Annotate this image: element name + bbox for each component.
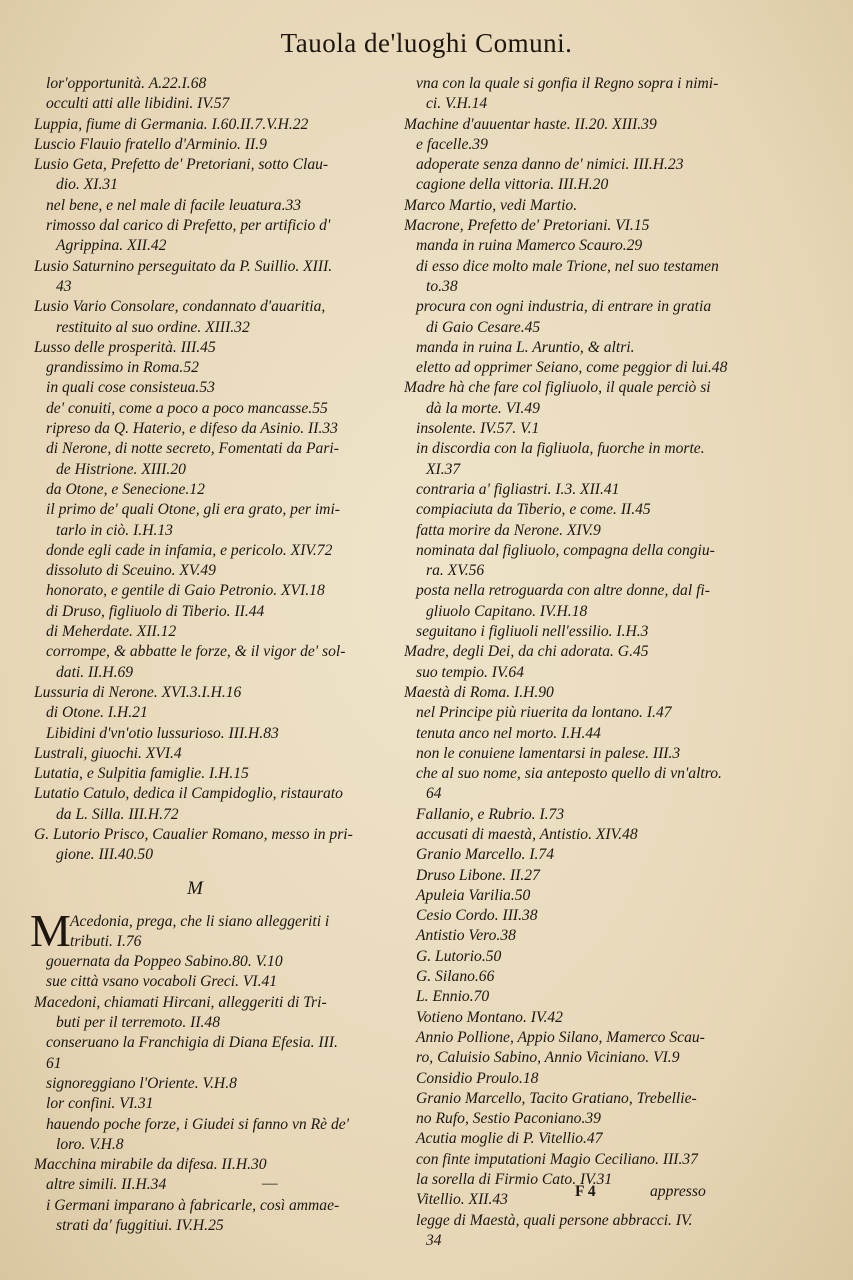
index-entry: la sorella di Firmio Cato. IV.31 xyxy=(416,1171,613,1189)
index-entry: ripreso da Q. Haterio, e difeso da Asinio. II.33 xyxy=(46,420,338,438)
index-entry: Cesio Cordo. III.38 xyxy=(416,907,538,925)
index-entry: 64 xyxy=(426,785,442,803)
index-entry: manda in ruina L. Aruntio, & altri. xyxy=(416,338,635,356)
index-entry: Considio Proulo.18 xyxy=(416,1069,539,1087)
index-entry: G. Silano.66 xyxy=(416,968,495,986)
index-entry: in quali cose consisteua.53 xyxy=(46,379,215,397)
index-entry: Fallanio, e Rubrio. I.73 xyxy=(416,805,565,823)
index-entry: no Rufo, Sestio Paconiano.39 xyxy=(416,1110,601,1128)
page-title: Tauola de'luoghi Comuni. xyxy=(280,28,573,58)
index-entry: Annio Pollione, Appio Silano, Mamerco Scau- xyxy=(416,1028,705,1046)
index-entry: che al suo nome, sia anteposto quello di vn'altro. xyxy=(416,765,722,783)
index-entry: 61 xyxy=(46,1054,62,1072)
index-entry: lor confini. VI.31 xyxy=(46,1095,154,1113)
index-entry: tributi. I.76 xyxy=(70,932,142,950)
index-entry: insolente. IV.57. V.1 xyxy=(416,420,540,438)
index-entry: corrompe, & abbatte le forze, & il vigor de' sol- xyxy=(46,643,346,661)
index-entry: Lusio Vario Consolare, condannato d'auaritia, xyxy=(34,298,326,316)
index-entry: compiaciuta da Tiberio, e come. II.45 xyxy=(416,501,651,519)
index-entry: accusati di maestà, Antistio. XIV.48 xyxy=(416,825,638,843)
index-entry: di Meherdate. XII.12 xyxy=(46,623,177,641)
dropcap-entry xyxy=(30,904,396,956)
index-entry: L. Ennio.70 xyxy=(416,988,490,1006)
index-entry: signoreggiano l'Oriente. V.H.8 xyxy=(46,1074,237,1092)
index-entry: posta nella retroguarda con altre donne, dal fi- xyxy=(416,582,710,600)
index-entry: vna con la quale si gonfia il Regno sopra i nimi- xyxy=(416,75,719,92)
index-entry: il primo de' quali Otone, gli era grato, per imi- xyxy=(46,501,340,519)
index-entry: Machine d'auuentar haste. II.20. XIII.39 xyxy=(404,115,657,133)
left-column xyxy=(30,74,396,1236)
index-entry: dati. II.H.69 xyxy=(56,663,134,681)
index-entry: cagione della vittoria. III.H.20 xyxy=(416,176,609,194)
index-entry: contraria a' figliastri. I.3. XII.41 xyxy=(416,480,620,498)
index-entry: eletto ad opprimer Seiano, come peggior di lui.48 xyxy=(416,359,728,377)
index-entry: gouernata da Poppeo Sabino.80. V.10 xyxy=(46,953,283,971)
index-entry: gione. III.40.50 xyxy=(56,846,154,864)
index-entry: grandissimo in Roma.52 xyxy=(46,359,199,377)
index-entry: Apuleia Varilia.50 xyxy=(416,886,531,904)
index-entry: Libidini d'vn'otio lussurioso. III.H.83 xyxy=(46,724,279,742)
index-entry: Luppia, fiume di Germania. I.60.II.7.V.H.22 xyxy=(34,115,309,133)
index-entry: Madre hà che fare col figliuolo, il quale perciò si xyxy=(404,379,711,397)
index-entry: ra. XV.56 xyxy=(426,562,485,580)
index-entry: Lutatio Catulo, dedica il Campidoglio, ristaurato xyxy=(34,785,343,803)
index-entry: di Otone. I.H.21 xyxy=(46,704,148,722)
index-entry: fatta morire da Nerone. XIV.9 xyxy=(416,521,601,539)
index-entry: Votieno Montano. IV.42 xyxy=(416,1008,563,1026)
index-entry: seguitano i figliuoli nell'essilio. I.H.3 xyxy=(416,623,649,641)
index-entry: procura con ogni industria, di entrare in gratia xyxy=(416,298,712,316)
index-entry: suo tempio. IV.64 xyxy=(416,663,524,681)
index-entry: Luscio Flauio fratello d'Arminio. II.9 xyxy=(34,135,267,153)
index-entry: manda in ruina Mamerco Scauro.29 xyxy=(416,237,643,255)
index-entry: Maestà di Roma. I.H.90 xyxy=(404,683,554,701)
index-entry: Lutatia, e Sulpitia famiglie. I.H.15 xyxy=(34,765,249,783)
index-entry: di Nerone, di notte secreto, Fomentati da Pari- xyxy=(46,440,339,458)
index-entry: buti per il terremoto. II.48 xyxy=(56,1014,221,1032)
index-entry: Marco Martio, vedi Martio. xyxy=(404,196,578,214)
index-entry: non le conuiene lamentarsi in palese. III.3 xyxy=(416,744,681,762)
index-entry: ro, Caluisio Sabino, Annio Viciniano. VI.9 xyxy=(416,1049,680,1067)
index-entry: di Druso, figliuolo di Tiberio. II.44 xyxy=(46,602,265,620)
index-entry: Macchina mirabile da difesa. II.H.30 xyxy=(34,1156,267,1174)
footer-rule: — xyxy=(262,1175,278,1192)
index-entry: Granio Marcello. I.74 xyxy=(416,846,555,864)
index-entry: ci. V.H.14 xyxy=(426,95,488,113)
index-entry: 43 xyxy=(56,277,72,295)
index-entry: legge di Maestà, quali persone abbracci. IV. xyxy=(416,1211,693,1229)
index-entry: rimosso dal carico di Prefetto, per artificio d' xyxy=(46,217,331,235)
index-entry: sue città vsano vocaboli Greci. VI.41 xyxy=(46,973,278,991)
index-entry: Antistio Vero.38 xyxy=(416,927,516,945)
index-entry: Macrone, Prefetto de' Pretoriani. VI.15 xyxy=(404,217,650,235)
index-entry: adoperate senza danno de' nimici. III.H.23 xyxy=(416,156,684,174)
index-entry: occulti atti alle libidini. IV.57 xyxy=(46,95,230,113)
index-entry: Vitellio. XII.43 xyxy=(416,1191,508,1209)
index-entry: nel bene, e nel male di facile leuatura.33 xyxy=(46,196,302,214)
index-entry: Macedoni, chiamati Hircani, alleggeriti di Tri- xyxy=(34,993,327,1011)
index-entry: Acutia moglie di P. Vitellio.47 xyxy=(416,1130,603,1148)
index-entry: Lusso delle prosperità. III.45 xyxy=(34,338,216,356)
index-entry: 34 xyxy=(426,1231,442,1249)
signature-mark: F 4 xyxy=(575,1183,596,1200)
index-entry: de Histrione. XIII.20 xyxy=(56,460,186,478)
index-entry: de' conuiti, come a poco a poco mancasse.55 xyxy=(46,399,328,417)
section-letter: M xyxy=(187,877,203,899)
index-entry: G. Lutorio Prisco, Caualier Romano, messo in pri- xyxy=(34,825,353,843)
index-entry: XI.37 xyxy=(426,460,461,478)
index-entry: Granio Marcello, Tacito Gratiano, Trebellie- xyxy=(416,1089,697,1107)
index-entry: conseruano la Franchigia di Diana Efesia. III. xyxy=(46,1034,338,1052)
index-entry: nominata dal figliuolo, compagna della congiu- xyxy=(416,541,715,559)
index-entry: honorato, e gentile di Gaio Petronio. XVI.18 xyxy=(46,582,325,600)
dropcap-letter: M xyxy=(30,904,71,956)
index-entry: altre simili. II.H.34 xyxy=(46,1176,167,1194)
index-entry: in discordia con la figliuola, fuorche in morte. xyxy=(416,440,705,458)
index-entry: dissoluto di Sceuino. XV.49 xyxy=(46,562,216,580)
index-entry: Acedonia, prega, che li siano alleggeriti i xyxy=(70,912,330,930)
index-entry: strati da' fuggitiui. IV.H.25 xyxy=(56,1217,224,1235)
index-entry: dà la morte. VI.49 xyxy=(426,399,540,417)
index-entry: tarlo in ciò. I.H.13 xyxy=(56,521,173,539)
index-entry: dio. XI.31 xyxy=(56,176,118,194)
index-entry: restituito al suo ordine. XIII.32 xyxy=(56,318,250,336)
index-entry: Agrippina. XII.42 xyxy=(56,237,167,255)
index-entry: e facelle.39 xyxy=(416,135,488,153)
index-entry: di Gaio Cesare.45 xyxy=(426,318,541,336)
index-entry: i Germani imparano à fabricarle, così ammae- xyxy=(46,1196,340,1214)
index-entry: con finte imputationi Magio Ceciliano. III.37 xyxy=(416,1150,698,1168)
index-entry: hauendo poche forze, i Giudei si fanno vn Rè de' xyxy=(46,1115,350,1133)
index-entry: Lustrali, giuochi. XVI.4 xyxy=(34,744,182,762)
index-entry: Lusio Geta, Prefetto de' Pretoriani, sotto Clau- xyxy=(34,156,329,174)
index-entry: donde egli cade in infamia, e pericolo. XIV.72 xyxy=(46,541,333,559)
catchword: appresso xyxy=(650,1183,706,1200)
index-entry: di esso dice molto male Trione, nel suo testamen xyxy=(416,257,719,275)
index-entry: da L. Silla. III.H.72 xyxy=(56,805,179,823)
index-entry: da Otone, e Senecione.12 xyxy=(46,480,205,498)
index-entry: gliuolo Capitano. IV.H.18 xyxy=(426,602,588,620)
index-entry: Lusio Saturnino perseguitato da P. Suillio. XIII. xyxy=(34,257,333,275)
index-entry: to.38 xyxy=(426,277,458,295)
right-entries xyxy=(404,74,764,1251)
index-entry: tenuta anco nel morto. I.H.44 xyxy=(416,724,601,742)
right-column xyxy=(404,74,764,1251)
index-entry: lor'opportunità. A.22.I.68 xyxy=(46,75,207,92)
index-entry: Madre, degli Dei, da chi adorata. G.45 xyxy=(404,643,649,661)
left-top-entries xyxy=(34,74,396,866)
index-entry: G. Lutorio.50 xyxy=(416,947,502,965)
index-entry: Lussuria di Nerone. XVI.3.I.H.16 xyxy=(34,683,242,701)
index-entry: loro. V.H.8 xyxy=(56,1135,124,1153)
index-entry: Druso Libone. II.27 xyxy=(416,866,540,884)
index-entry: nel Principe più riuerita da lontano. I.47 xyxy=(416,704,672,722)
